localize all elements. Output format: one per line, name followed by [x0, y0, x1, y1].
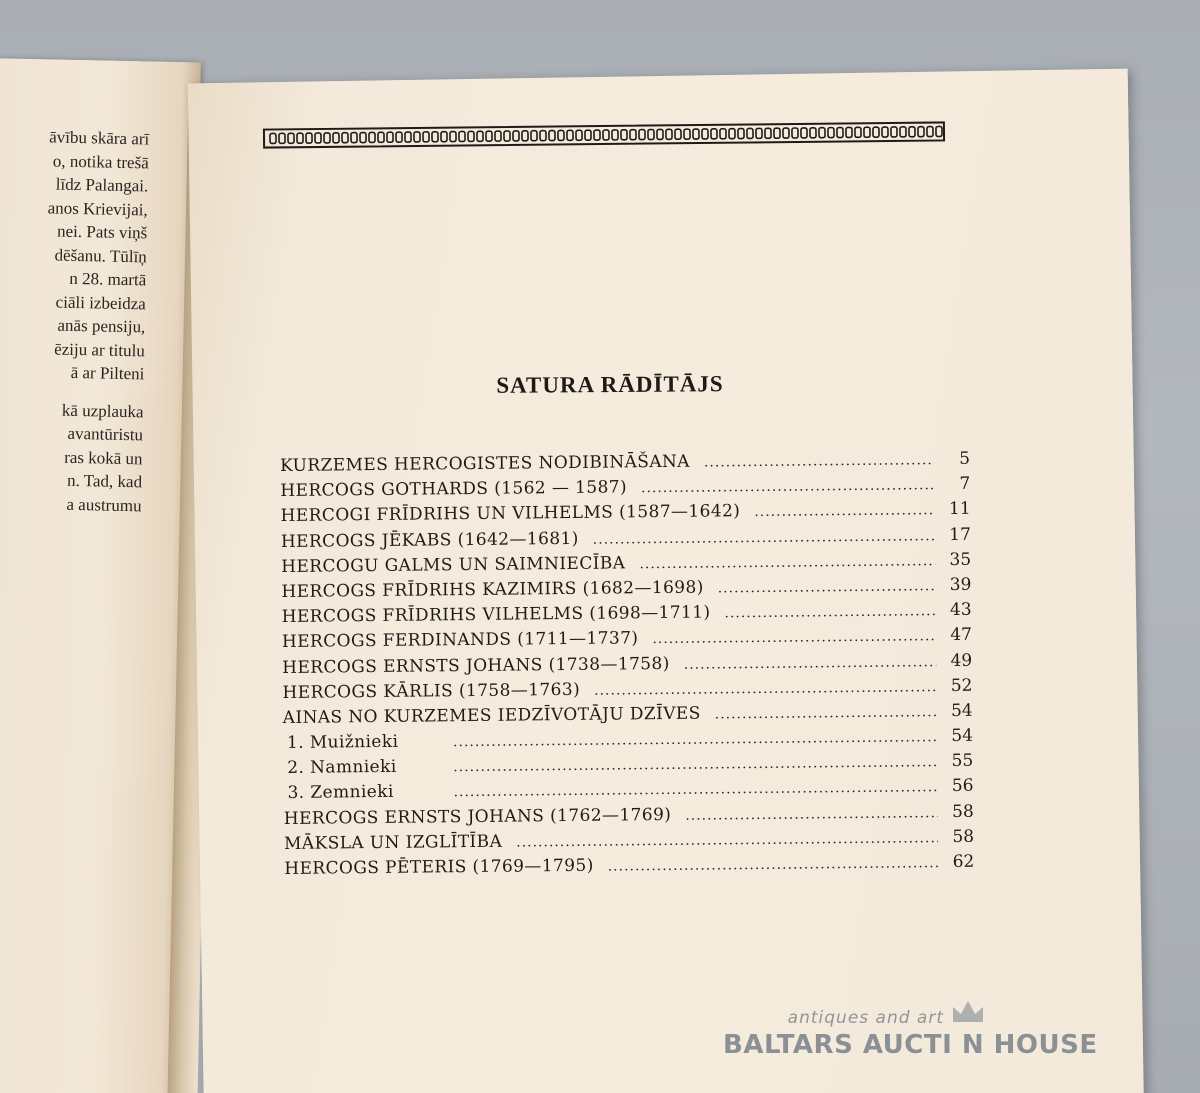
- toc-entry-title: HERCOGS ERNSTS JOHANS (1738—1758): [282, 653, 670, 678]
- toc-leader-dots: [453, 780, 937, 801]
- toc-page-number: 52: [950, 675, 973, 696]
- toc-leader-dots: [718, 578, 936, 596]
- left-page-line: ēziju ar titulu: [54, 339, 146, 360]
- left-page-line: avantūristu: [67, 423, 144, 445]
- toc-entry-title: HERCOGS JĒKABS (1642—1681): [280, 528, 579, 552]
- left-page-line: līdz Palangai.: [55, 174, 149, 196]
- toc-page-number: 56: [951, 776, 974, 797]
- left-page-line: kā uzplauka: [61, 400, 144, 421]
- toc-page-number: 58: [952, 801, 974, 822]
- left-page-line: ras kokā un: [64, 447, 143, 468]
- toc-entry-title: AINAS NO KURZEMES IEDZĪVOTĀJU DZĪVES: [282, 703, 701, 728]
- toc-entry-title: HERCOGS FRĪDRIHS KAZIMIRS (1682—1698): [281, 577, 704, 602]
- toc-leader-dots: [704, 452, 934, 470]
- toc-page-number: 55: [951, 751, 974, 772]
- left-page-line: dēšanu. Tūlīņ: [54, 245, 147, 266]
- toc-page-number: 39: [949, 574, 972, 595]
- toc-entry-title: 2. Namnieki: [287, 757, 397, 779]
- toc-page-number: 49: [950, 650, 973, 671]
- left-page-line: a austrumu: [66, 494, 142, 515]
- left-page-line: anos Krievijai,: [47, 197, 148, 219]
- decorative-border: [262, 114, 946, 155]
- toc-page-number: 7: [959, 473, 971, 495]
- toc-leader-dots: [453, 754, 937, 775]
- toc-leader-dots: [715, 704, 937, 722]
- left-page-line: n. Tad, kad: [66, 470, 143, 492]
- toc-leader-dots: [608, 855, 939, 874]
- watermark-logo: BALTARS AUCTI N HOUSE: [723, 1030, 1098, 1060]
- toc-leader-dots: [685, 805, 938, 824]
- left-page-line: n 28. martā: [69, 268, 147, 290]
- left-page-line: anās pensiju,: [57, 315, 146, 337]
- toc-leader-dots: [516, 830, 938, 850]
- toc-entry-title: HERCOGS ERNSTS JOHANS (1762—1769): [283, 804, 672, 829]
- toc-leader-dots: [593, 528, 935, 548]
- toc-entry-title: HERCOGU GALMS UN SAIMNIECĪBA: [281, 553, 626, 577]
- left-page-line: ā ar Pilteni: [70, 362, 145, 384]
- toc-leader-dots: [754, 503, 934, 521]
- toc-page-number: 54: [951, 725, 974, 747]
- crown-icon: [950, 998, 986, 1024]
- left-page-line: nei. Pats viņš: [56, 221, 148, 243]
- toc-leader-dots: [652, 628, 936, 647]
- toc-leader-dots: [684, 654, 937, 673]
- toc-title: SATURA RĀDĪTĀJS: [496, 371, 724, 398]
- toc-page-number: 58: [952, 826, 975, 847]
- table-of-contents: [280, 449, 974, 884]
- left-page-text: [0, 124, 149, 518]
- toc-leader-dots: [641, 477, 934, 496]
- toc-page-number: 11: [948, 499, 971, 520]
- toc-leader-dots: [724, 603, 935, 621]
- toc-entry-title: 3. Zemnieki: [287, 782, 394, 804]
- toc-page-number: 17: [949, 524, 971, 545]
- toc-page-number: 54: [950, 700, 973, 721]
- toc-page-number: 43: [949, 599, 972, 621]
- toc-entry-title: MĀKSLA UN IZGLĪTĪBA: [283, 831, 503, 854]
- toc-page-number: 35: [949, 549, 972, 570]
- watermark-tagline: antiques and art: [787, 1008, 944, 1028]
- toc-page-number: 47: [950, 625, 973, 646]
- toc-entry-title: HERCOGS PĒTERIS (1769—1795): [284, 855, 594, 879]
- toc-leader-dots: [453, 729, 937, 750]
- toc-page-number: 62: [952, 851, 975, 872]
- left-page-line: āvību skāra arī: [48, 127, 150, 149]
- toc-entry-title: 1. Muižnieki: [286, 731, 399, 754]
- toc-entry-title: HERCOGS KĀRLIS (1758—1763): [282, 679, 581, 703]
- toc-entry-title: HERCOGS FERDINANDS (1711—1737): [281, 628, 639, 653]
- left-page-line: ciāli izbeidza: [55, 292, 147, 313]
- toc-leader-dots: [639, 553, 935, 572]
- toc-page-number: 5: [959, 448, 971, 469]
- toc-entry-title: HERCOGI FRĪDRIHS UN VILHELMS (1587—1642): [280, 501, 741, 527]
- toc-entry-title: KURZEMES HERCOGISTES NODIBINĀŠANA: [280, 451, 691, 476]
- toc-entry-title: HERCOGS FRĪDRIHS VILHELMS (1698—1711): [281, 602, 711, 628]
- left-page-line: o, notika trešā: [52, 150, 149, 172]
- toc-entry-title: HERCOGS GOTHARDS (1562 — 1587): [280, 477, 628, 502]
- toc-leader-dots: [594, 679, 937, 699]
